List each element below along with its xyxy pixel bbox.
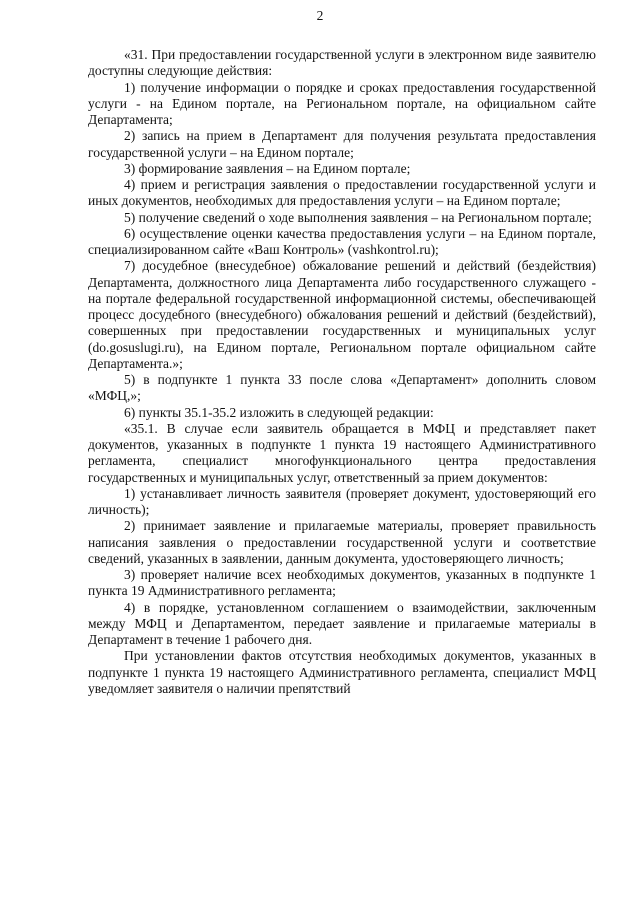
missing-documents-paragraph: При установлении фактов отсутствия необходимых документов, указанных в подпункте 1 пункта 19 настоящего Административного регламента, специалист МФЦ уведомляет заявителя о наличии препятствий bbox=[88, 648, 596, 696]
list-item-5: 5) получение сведений о ходе выполнения заявления – на Региональном портале; bbox=[124, 209, 592, 225]
mfc-step-3: 3) проверяет наличие всех необходимых документов, указанных в подпункте 1 пункта 19 Административного регламента; bbox=[88, 567, 596, 599]
mfc-step-2: 2) принимает заявление и прилагаемые материалы, проверяет правильность написания заявления о предоставлении государственной услуги и соответствие сведений, указанных в заявлении, данным документа, удостоверяющего личность; bbox=[88, 518, 596, 566]
mfc-step-1: 1) устанавливает личность заявителя (проверяет документ, удостоверяющий его личность); bbox=[88, 485, 596, 517]
mfc-step-4: 4) в порядке, установленном соглашением о взаимодействии, заключенным между МФЦ и Департаментом, передает заявление и прилагаемые материалы в Департамент в течение 1 рабочего дня. bbox=[88, 599, 596, 647]
page-number: 2 bbox=[316, 8, 324, 23]
list-item-2: 2) запись на прием в Департамент для получения результата предоставления государственной услуги – на Едином портале; bbox=[88, 128, 596, 160]
list-item-7: 7) досудебное (внесудебное) обжалование решений и действий (бездействия) Департамента, должностного лица Департамента либо государственного служащего - на портале федеральной государственной информационной системы, обеспечивающей процесс досудебного (внесудебного) обжалования решений и действий (бездействий), совершенных при предоставлении государственных и муниципальных услуг (do.gosuslugi.ru), на Едином портале, Региональном портале официальном сайте Департамента.»; bbox=[88, 258, 596, 371]
document-body bbox=[88, 47, 596, 697]
paragraph-35-1-intro: «35.1. В случае если заявитель обращается в МФЦ и представляет пакет документов, указанных в подпункте 1 пункта 19 настоящего Административного регламента, специалист многофункционального центра предоставления государственных и муниципальных услуг, ответственный за прием документов: bbox=[88, 420, 596, 485]
amendment-item-6: 6) пункты 35.1-35.2 изложить в следующей редакции: bbox=[124, 404, 434, 420]
paragraph-31-intro: «31. При предоставлении государственной услуги в электронном виде заявителю доступны следующие действия: bbox=[88, 47, 596, 79]
list-item-6: 6) осуществление оценки качества предоставления услуги – на Едином портале, специализированном сайте «Ваш Контроль» (vashkontrol.ru); bbox=[88, 225, 596, 257]
list-item-4: 4) прием и регистрация заявления о предоставлении государственной услуги и иных документов, необходимых для предоставления услуги – на Едином портале; bbox=[88, 177, 596, 209]
amendment-item-5: 5) в подпункте 1 пункта 33 после слова «Департамент» дополнить словом «МФЦ,»; bbox=[88, 372, 596, 404]
list-item-3: 3) формирование заявления – на Едином портале; bbox=[124, 160, 411, 176]
list-item-1: 1) получение информации о порядке и сроках предоставления государственной услуги - на Едином портале, на Региональном портале, на официальном сайте Департамента; bbox=[88, 79, 596, 127]
